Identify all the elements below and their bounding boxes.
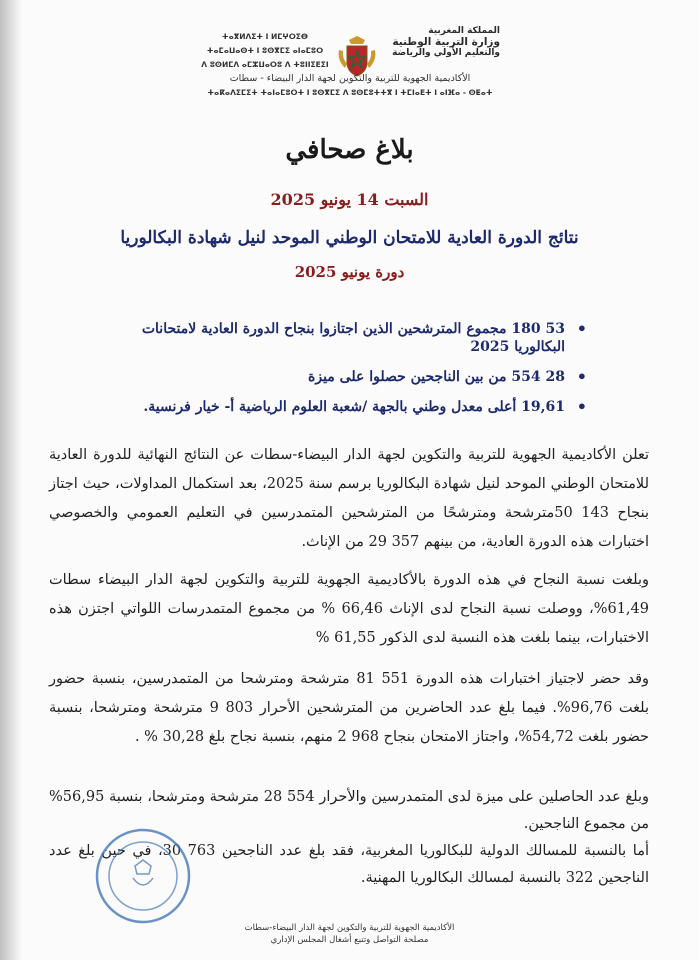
kingdom-label: المملكة المغربية <box>428 26 500 36</box>
list-item: • 53 180 مجموع المترشحين الذين اجتازوا بنجاح الدورة العادية لامتحانات البكالوريا 2025 <box>117 320 587 356</box>
footer <box>0 922 699 946</box>
tifinagh-line-1: ⵜⴰⴳⵍⴷⵉⵜ ⵏ ⵍⵎⵖⵔⵉⴱ <box>222 32 308 41</box>
list-item: • 19,61 أعلى معدل وطني بالجهة /شعبة العلوم الرياضية أ- خيار فرنسية. <box>117 398 587 416</box>
paragraph-3: وقد حضر لاجتياز اختبارات هذه الدورة 551 81 مترشحة ومترشحا من المتمدرسين، بنسبة حضور بلغت 96,76%. فيما بلغ عدد الحاضرين من المترشحين الأحرار 803 9 مترشحة ومترشحا، بنسبة حضور بلغت 54,72%، واجتاز الامتحان بنجاح 968 2 منهم، بنسبة نجاح بلغ 30,28 % . <box>49 671 649 745</box>
ministry-label: وزارة التربية الوطنية <box>392 36 500 48</box>
letterhead-arabic <box>382 26 500 59</box>
academy-name-tif: ⵜⴰⴽⴰⴷⵉⵎⵉⵜ ⵜⴰⵏⴰⵎⵓⵔⵜ ⵏ ⵓⵙⴳⵎⵉ ⴷ ⵓⵙⵎⵓⵜⵜⴳ ⵏ ⵜⵎⵏⴰⴹⵜ ⵏ ⴰⵏⴼⴰ - ⵙⵟⴰⵜ <box>207 88 493 97</box>
key-figures-list <box>117 320 587 428</box>
footer-line-1: الأكاديمية الجهوية للتربية والتكوين لجهة الدار البيضاء-سطات <box>244 923 455 933</box>
paragraph-2: وبلغت نسبة النجاح في هذه الدورة بالأكاديمية الجهوية للتربية والتكوين لجهة الدار البيضاء سطات 61,49%، ووصلت نسبة النجاح لدى الإناث 66,46 % من مجموع المتمدرسات اللواتي اجتزن هذه الاختبارات، بينما بلغت هذه النسبة لدى الذكور 61,55 % <box>49 572 649 646</box>
academy-name-ar: الأكاديمية الجهوية للتربية والتكوين لجهة الدار البيضاء - سطات <box>229 73 471 84</box>
session-label: دورة يونيو 2025 <box>294 263 405 281</box>
official-stamp-icon <box>93 826 193 926</box>
footer-line-2: مصلحة التواصل وتتبع أشغال المجلس الإداري <box>270 935 429 945</box>
page-title: بلاغ صحافي <box>285 135 414 165</box>
paragraph-4: وبلغ عدد الحاصلين على ميزة لدى المتمدرسين والأحرار 554 28 مترشحة ومترشحا، بنسبة 56,95% من مجموع الناجحين. <box>49 789 649 832</box>
tifinagh-line-3: ⴷ ⵓⵙⵍⵎⴷ ⴰⵎⵣⵡⴰⵔⵓ ⴷ ⵜⵓⵏⵏⵉⴹⵉⵏ <box>201 60 329 69</box>
letterhead-tifinagh <box>200 30 330 72</box>
release-date: السبت 14 يونيو 2025 <box>270 190 429 209</box>
list-item: • 28 554 من بين الناجحين حصلوا على ميزة <box>117 368 587 386</box>
moroccan-coat-of-arms-icon <box>335 34 379 78</box>
paragraph-1: تعلن الأكاديمية الجهوية للتربية والتكوين لجهة الدار البيضاء-سطات عن النتائج النهائية للدورة العادية للامتحان الوطني الموحد لنيل شهادة البكالوريا برسم سنة 2025، بعد استكمال المداولات، حيث اجتاز بنجاح 143 50مترشحة ومترشحًا من المترشحين المتمدرسين في التعليم العمومي والخصوصي اختبارات هذه الدورة العادية، من بينهم 357 29 من الإناث. <box>49 447 649 550</box>
subtitle: نتائج الدورة العادية للامتحان الوطني الموحد لنيل شهادة البكالوريا <box>120 228 579 248</box>
ministry-label-2: والتعليم الأولي والرياضة <box>392 48 500 58</box>
tifinagh-line-2: ⵜⴰⵎⴰⵡⴰⵙⵜ ⵏ ⵓⵙⴳⵎⵉ ⴰⵏⴰⵎⵓⵔ <box>206 46 324 55</box>
letterhead <box>200 26 500 108</box>
paragraph-5: أما بالنسبة للمسالك الدولية للبكالوريا المغربية، فقد بلغ عدد الناجحين 763 30، في حين بلغ عدد الناجحين 322 بالنسبة لمسالك البكالوريا المهنية. <box>49 843 649 886</box>
